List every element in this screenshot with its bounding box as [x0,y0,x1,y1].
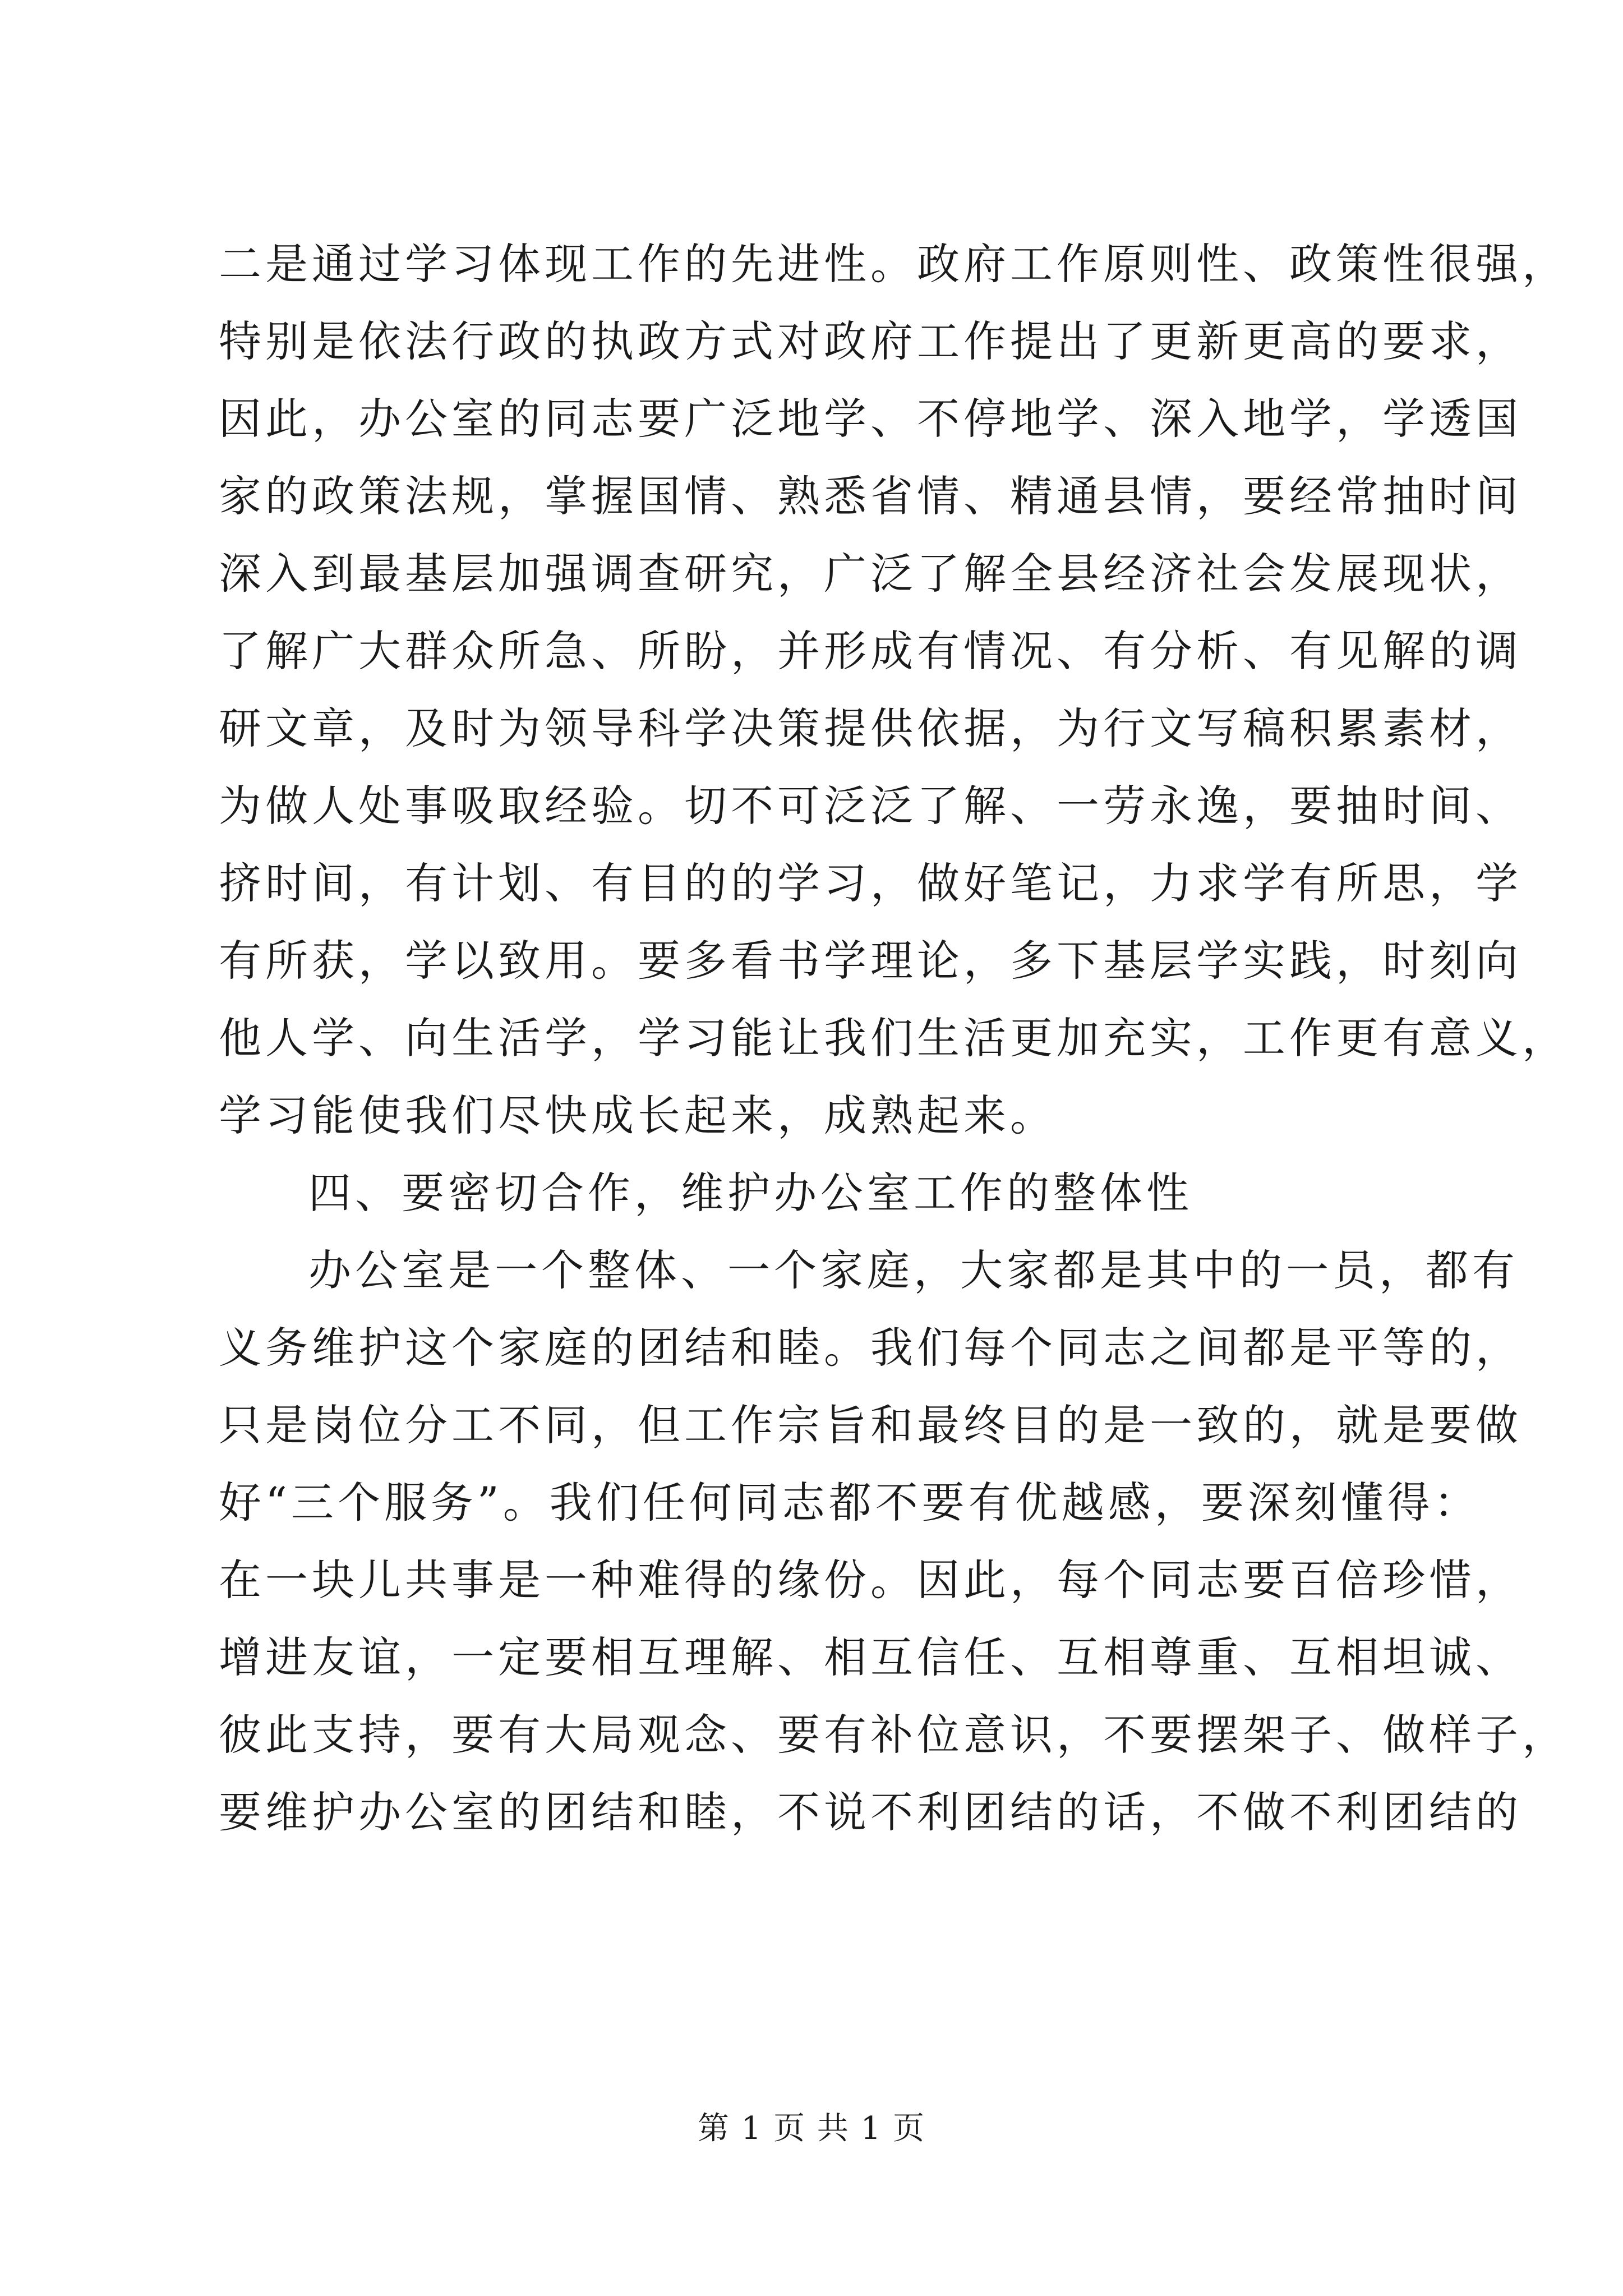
text-line: 只是岗位分工不同，但工作宗旨和最终目的是一致的，就是要做 [219,1400,1522,1450]
text-line: 在一块儿共事是一种难得的缘份。因此，每个同志要百倍珍惜， [219,1555,1522,1605]
text-line: 义务维护这个家庭的团结和睦。我们每个同志之间都是平等的， [219,1323,1522,1373]
document-body [219,226,1569,1851]
text-line: 彼此支持，要有大局观念、要有补位意识，不要摆架子、做样子， [219,1710,1569,1760]
section-heading: 四、要密切合作，维护办公室工作的整体性 [308,1168,1193,1218]
text-line: 挤时间，有计划、有目的的学习，做好笔记，力求学有所思，学 [219,858,1522,908]
text-line: 有所获，学以致用。要多看书学理论，多下基层学实践，时刻向 [219,936,1522,986]
text-line: 研文章，及时为领导科学决策提供依据，为行文写稿积累素材， [219,703,1522,753]
text-line: 好“三个服务”。我们任何同志都不要有优越感，要深刻懂得： [219,1478,1481,1527]
paragraph-first-line: 办公室是一个整体、一个家庭，大家都是其中的一员，都有 [308,1245,1519,1295]
text-line: 为做人处事吸取经验。切不可泛泛了解、一劳永逸，要抽时间、 [219,781,1522,831]
text-line: 了解广大群众所急、所盼，并形成有情况、有分析、有见解的调 [219,626,1522,676]
page-footer: 第 1 页 共 1 页 [697,2110,926,2147]
text-line: 因此，办公室的同志要广泛地学、不停地学、深入地学，学透国 [219,394,1522,444]
text-line: 学习能使我们尽快成长起来，成熟起来。 [219,1091,1057,1140]
text-line: 他人学、向生活学，学习能让我们生活更加充实，工作更有意义， [219,1013,1569,1063]
text-line: 增进友谊，一定要相互理解、相互信任、互相尊重、互相坦诚、 [219,1632,1522,1682]
text-line: 要维护办公室的团结和睦，不说不利团结的话，不做不利团结的 [219,1787,1522,1837]
text-line: 家的政策法规，掌握国情、熟悉省情、精通县情，要经常抽时间 [219,471,1522,521]
text-line: 深入到最基层加强调查研究，广泛了解全县经济社会发展现状， [219,549,1522,599]
text-line: 二是通过学习体现工作的先进性。政府工作原则性、政策性很强， [219,239,1569,289]
text-line: 特别是依法行政的执政方式对政府工作提出了更新更高的要求， [219,316,1522,366]
